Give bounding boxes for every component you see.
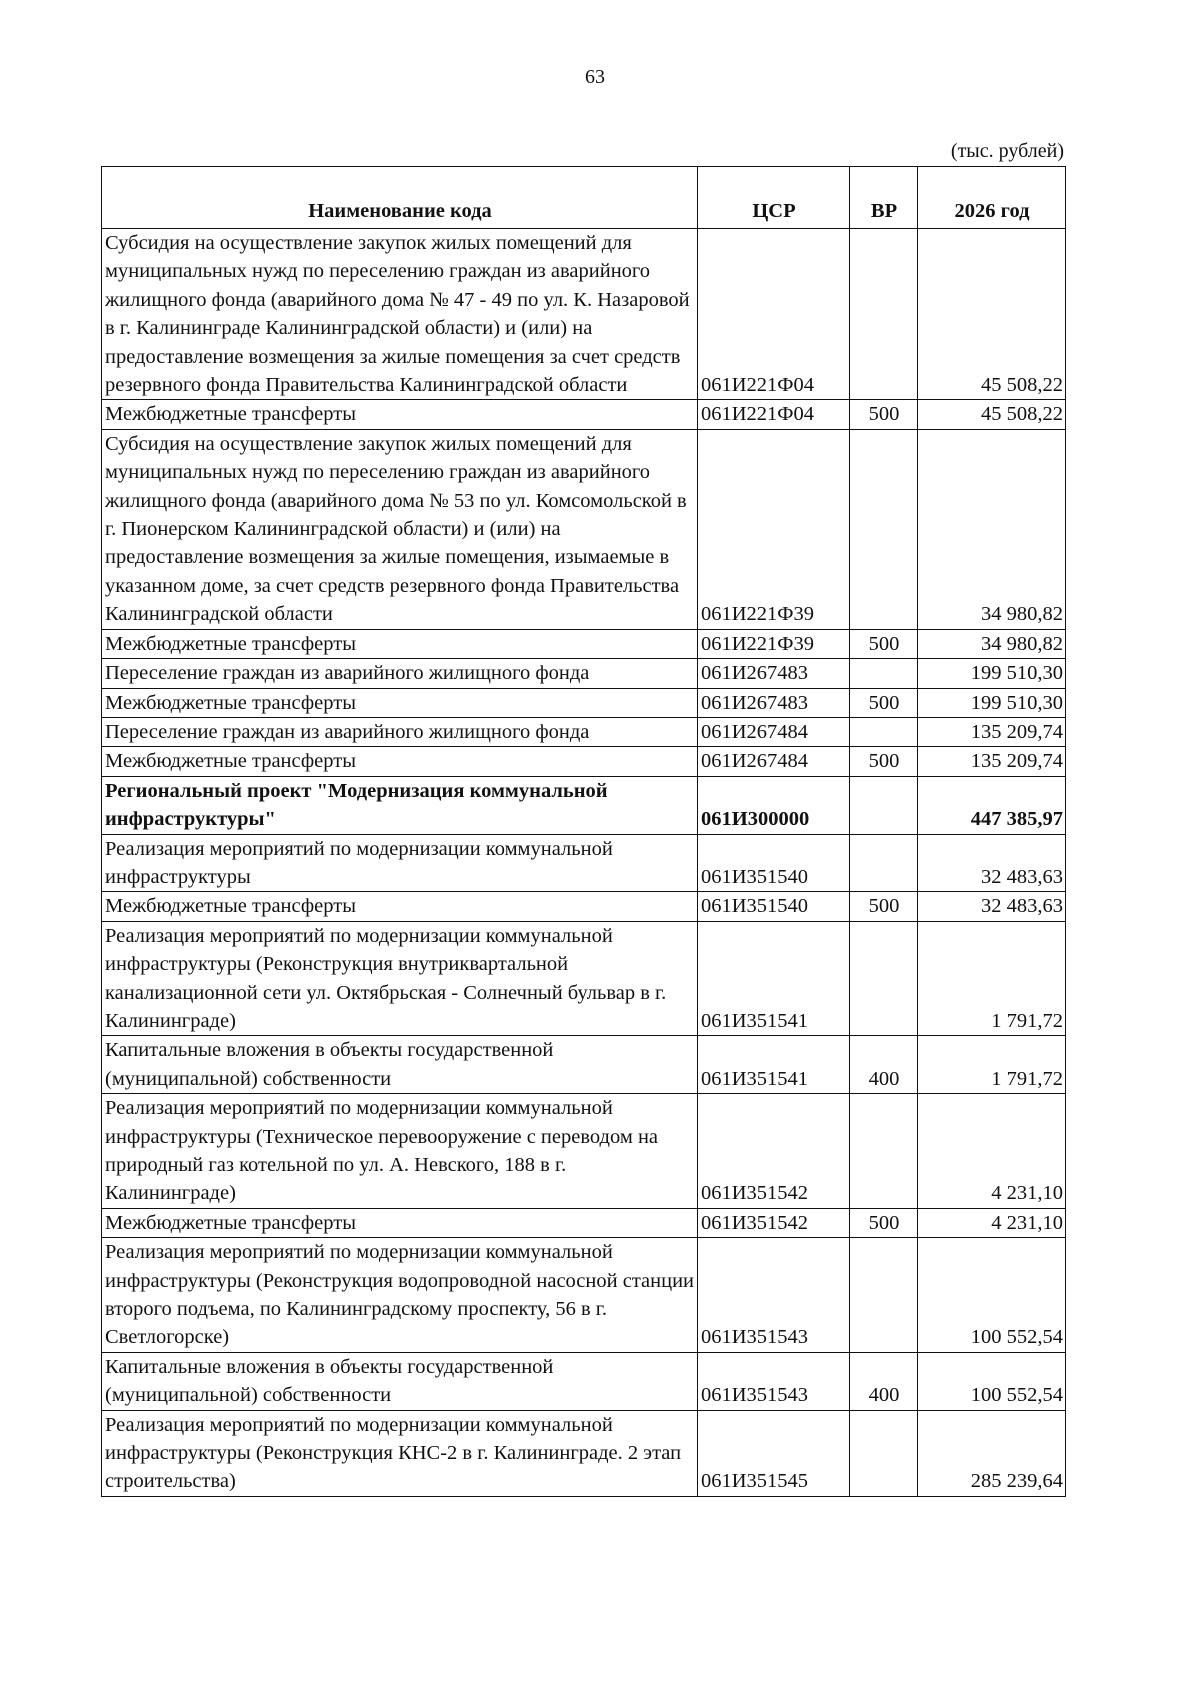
- header-vr: ВР: [850, 167, 918, 229]
- cell-csr: 061И351541: [698, 921, 850, 1036]
- cell-vr: [850, 229, 918, 400]
- cell-vr: [850, 1238, 918, 1353]
- cell-sum: 1 791,72: [918, 921, 1066, 1036]
- cell-sum: 34 980,82: [918, 629, 1066, 658]
- table-row: [102, 1094, 1066, 1209]
- cell-name: Межбюджетные трансферты: [102, 629, 698, 658]
- cell-csr: 061И267484: [698, 747, 850, 776]
- table-row: [102, 921, 1066, 1036]
- cell-name: Субсидия на осуществление закупок жилых помещений для муниципальных нужд по переселению граждан из аварийного жилищного фонда (аварийного дома № 53 по ул. Комсомольской в г. Пионерском Калининградской области) и (или) на предоставление возмещения за жилые помещения, изымаемые в указанном доме, за счет средств резервного фонда Правительства Калининградской области: [102, 429, 698, 629]
- cell-name: Переселение граждан из аварийного жилищного фонда: [102, 717, 698, 746]
- cell-name: Межбюджетные трансферты: [102, 747, 698, 776]
- table-row: [102, 688, 1066, 717]
- cell-sum: 135 209,74: [918, 717, 1066, 746]
- cell-vr: [850, 776, 918, 834]
- cell-csr: 061И267483: [698, 688, 850, 717]
- table-row: [102, 400, 1066, 429]
- table-row: [102, 834, 1066, 892]
- cell-name: Переселение граждан из аварийного жилищного фонда: [102, 659, 698, 688]
- table-row: [102, 1238, 1066, 1353]
- header-sum: 2026 год: [918, 167, 1066, 229]
- cell-sum: 447 385,97: [918, 776, 1066, 834]
- table-row: [102, 1410, 1066, 1496]
- budget-table: [101, 166, 1066, 1497]
- cell-sum: 34 980,82: [918, 429, 1066, 629]
- cell-sum: 1 791,72: [918, 1036, 1066, 1094]
- cell-sum: 45 508,22: [918, 229, 1066, 400]
- cell-name: Межбюджетные трансферты: [102, 400, 698, 429]
- cell-csr: 061И221Ф04: [698, 400, 850, 429]
- units-label: (тыс. рублей): [950, 140, 1064, 162]
- cell-vr: [850, 834, 918, 892]
- cell-vr: 400: [850, 1352, 918, 1410]
- cell-csr: 061И351543: [698, 1238, 850, 1353]
- cell-sum: 4 231,10: [918, 1208, 1066, 1237]
- cell-sum: 4 231,10: [918, 1094, 1066, 1209]
- table-row: [102, 717, 1066, 746]
- header-name: Наименование кода: [102, 167, 698, 229]
- page-number: 63: [585, 66, 605, 88]
- table-row: [102, 1036, 1066, 1094]
- cell-csr: 061И221Ф39: [698, 429, 850, 629]
- table-row: [102, 1208, 1066, 1237]
- cell-vr: [850, 659, 918, 688]
- cell-name: Межбюджетные трансферты: [102, 892, 698, 921]
- cell-csr: 061И351541: [698, 1036, 850, 1094]
- cell-name: Субсидия на осуществление закупок жилых помещений для муниципальных нужд по переселению граждан из аварийного жилищного фонда (аварийного дома № 47 - 49 по ул. К. Назаровой в г. Калининграде Калининградской области) и (или) на предоставление возмещения за жилые помещения за счет средств резервного фонда Правительства Калининградской области: [102, 229, 698, 400]
- cell-vr: [850, 429, 918, 629]
- cell-name: Межбюджетные трансферты: [102, 688, 698, 717]
- cell-vr: 500: [850, 629, 918, 658]
- cell-csr: 061И300000: [698, 776, 850, 834]
- cell-name: Региональный проект "Модернизация коммунальной инфраструктуры": [102, 776, 698, 834]
- cell-vr: 500: [850, 747, 918, 776]
- cell-vr: [850, 717, 918, 746]
- cell-csr: 061И351545: [698, 1410, 850, 1496]
- cell-csr: 061И267484: [698, 717, 850, 746]
- cell-vr: 500: [850, 1208, 918, 1237]
- cell-name: Межбюджетные трансферты: [102, 1208, 698, 1237]
- table-header-row: [102, 167, 1066, 229]
- cell-csr: 061И351542: [698, 1094, 850, 1209]
- cell-name: Реализация мероприятий по модернизации коммунальной инфраструктуры (Реконструкция внутриквартальной канализационной сети ул. Октябрьская - Солнечный бульвар в г. Калининграде): [102, 921, 698, 1036]
- table-row: [102, 629, 1066, 658]
- cell-sum: 285 239,64: [918, 1410, 1066, 1496]
- cell-sum: 100 552,54: [918, 1238, 1066, 1353]
- cell-sum: 45 508,22: [918, 400, 1066, 429]
- cell-vr: [850, 1094, 918, 1209]
- header-csr: ЦСР: [698, 167, 850, 229]
- cell-sum: 199 510,30: [918, 659, 1066, 688]
- cell-vr: 400: [850, 1036, 918, 1094]
- table-row: [102, 229, 1066, 400]
- cell-csr: 061И221Ф04: [698, 229, 850, 400]
- table-body: [102, 229, 1066, 1497]
- cell-csr: 061И221Ф39: [698, 629, 850, 658]
- cell-name: Капитальные вложения в объекты государственной (муниципальной) собственности: [102, 1352, 698, 1410]
- cell-name: Реализация мероприятий по модернизации коммунальной инфраструктуры (Реконструкция КНС-2 в г. Калининграде. 2 этап строительства): [102, 1410, 698, 1496]
- table-row-section: [102, 776, 1066, 834]
- cell-sum: 199 510,30: [918, 688, 1066, 717]
- cell-sum: 135 209,74: [918, 747, 1066, 776]
- table-row: [102, 429, 1066, 629]
- table-row: [102, 747, 1066, 776]
- cell-vr: 500: [850, 892, 918, 921]
- cell-name: Капитальные вложения в объекты государственной (муниципальной) собственности: [102, 1036, 698, 1094]
- cell-vr: [850, 1410, 918, 1496]
- cell-vr: [850, 921, 918, 1036]
- table-row: [102, 892, 1066, 921]
- cell-name: Реализация мероприятий по модернизации коммунальной инфраструктуры (Реконструкция водопроводной насосной станции второго подъема, по Калининградскому проспекту, 56 в г. Светлогорске): [102, 1238, 698, 1353]
- table-row: [102, 1352, 1066, 1410]
- cell-csr: 061И351540: [698, 834, 850, 892]
- cell-csr: 061И351543: [698, 1352, 850, 1410]
- cell-vr: 500: [850, 400, 918, 429]
- cell-name: Реализация мероприятий по модернизации коммунальной инфраструктуры: [102, 834, 698, 892]
- cell-vr: 500: [850, 688, 918, 717]
- cell-csr: 061И267483: [698, 659, 850, 688]
- cell-csr: 061И351542: [698, 1208, 850, 1237]
- cell-sum: 100 552,54: [918, 1352, 1066, 1410]
- table-row: [102, 659, 1066, 688]
- cell-name: Реализация мероприятий по модернизации коммунальной инфраструктуры (Техническое перевооружение с переводом на природный газ котельной по ул. А. Невского, 188 в г. Калининграде): [102, 1094, 698, 1209]
- cell-csr: 061И351540: [698, 892, 850, 921]
- cell-sum: 32 483,63: [918, 892, 1066, 921]
- cell-sum: 32 483,63: [918, 834, 1066, 892]
